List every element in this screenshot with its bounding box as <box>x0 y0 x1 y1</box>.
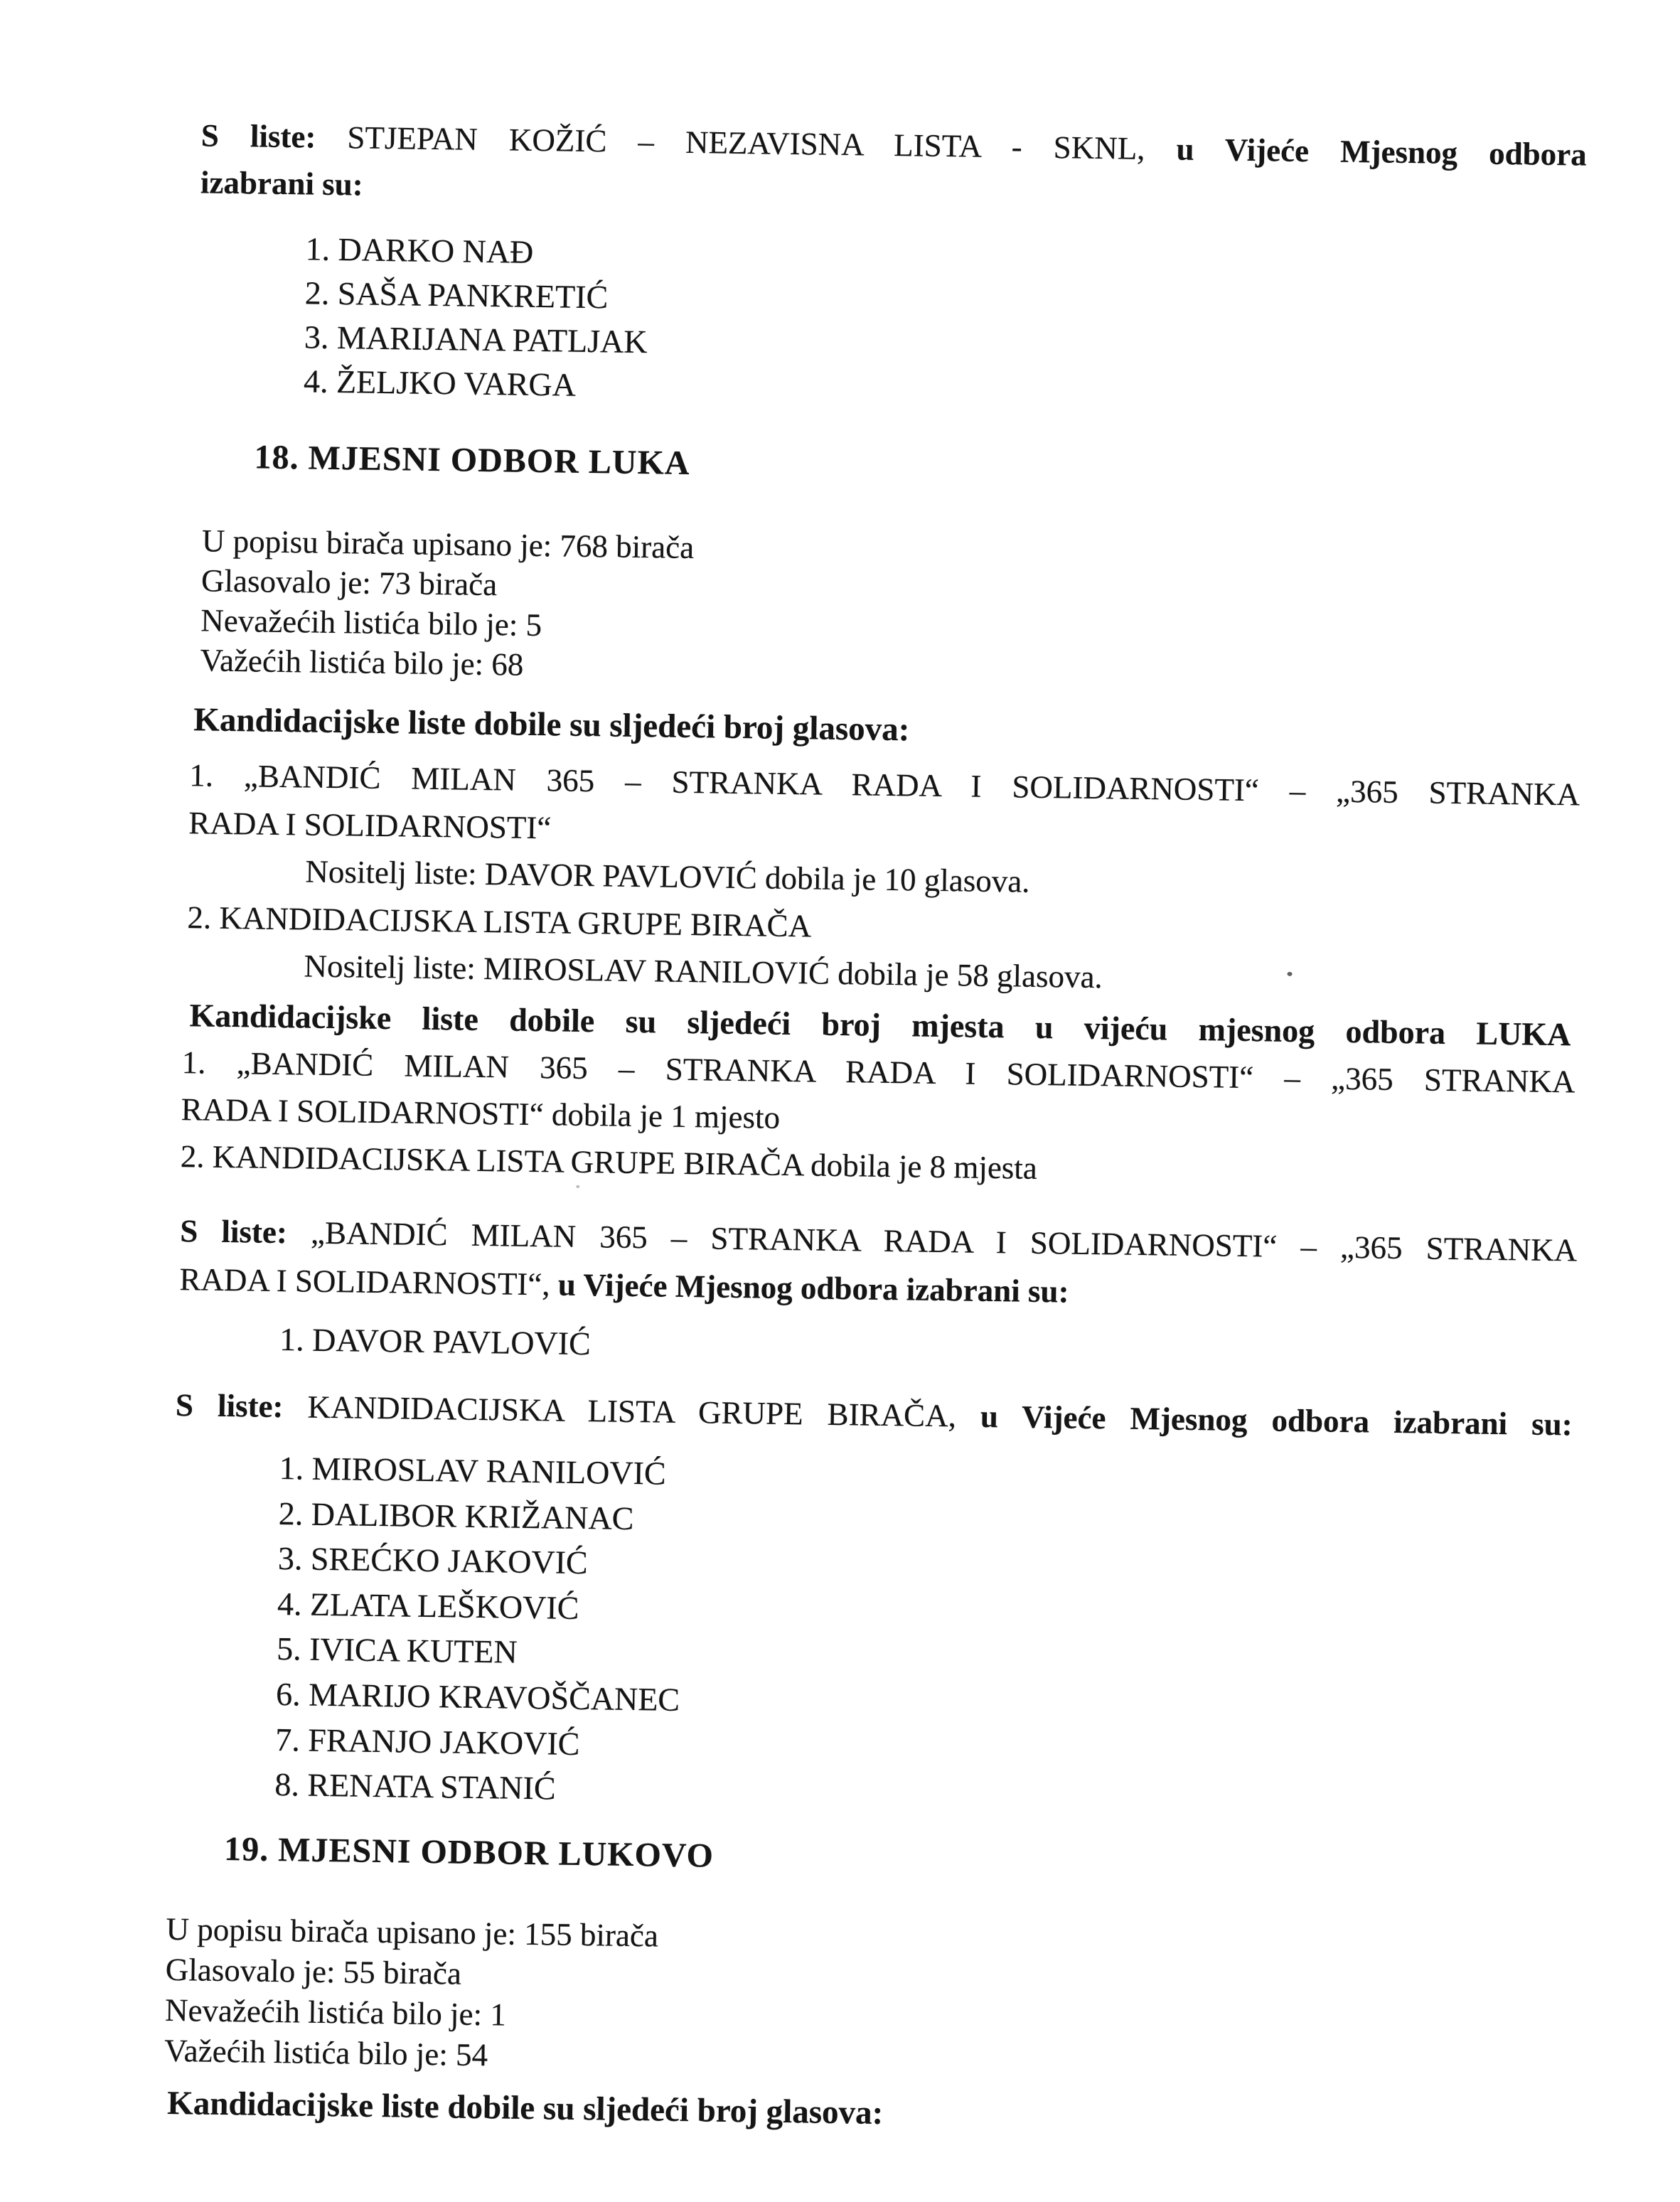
votes-nositelj-line: Nositelj liste: MIROSLAV RANILOVIĆ dobila je 58 glasova. <box>304 948 1103 995</box>
stat-line: Glasovalo je: 73 birača <box>200 562 498 603</box>
seats-line: 1. „BANDIĆ MILAN 365 – STRANKA RADA I SOLIDARNOSTI“ – „365 STRANKA <box>181 1044 1575 1100</box>
luka-votes-list <box>186 752 1580 1008</box>
elected-name: 1. DARKO NAĐ <box>305 230 534 270</box>
luka-elected-bandic-list <box>279 1316 591 1367</box>
grupa-tail-bold: u Vijeće Mjesnog odbora izabrani su: <box>980 1398 1573 1443</box>
votes-line: RADA I SOLIDARNOSTI“ <box>188 804 552 845</box>
luka-seats-heading: Kandidacijske liste dobile su sljedeći broj mjesta u vijeću mjesnog odbora LUKA <box>189 997 1571 1053</box>
stat-line: Glasovalo je: 55 birača <box>165 1951 462 1992</box>
intro-elected-list <box>304 227 649 408</box>
elected-name: 4. ŽELJKO VARGA <box>303 363 577 403</box>
luka-elected-grupa-list <box>274 1445 683 1813</box>
s-liste-label: S liste: <box>180 1213 288 1251</box>
luka-seats-list <box>180 1039 1575 1199</box>
lukovo-stats <box>164 1909 658 2078</box>
votes-nositelj-line: Nositelj liste: DAVOR PAVLOVIĆ dobila je 10 glasova. <box>305 853 1030 899</box>
elected-name: 7. FRANJO JAKOVIĆ <box>275 1721 580 1762</box>
bandic-list-name: „BANDIĆ MILAN 365 – STRANKA RADA I SOLIDARNOSTI“ – „365 STRANKA <box>310 1214 1578 1268</box>
elected-name: 8. RENATA STANIĆ <box>274 1766 556 1807</box>
lukovo-votes-heading: Kandidacijske liste dobile su sljedeći broj glasova: <box>166 2084 884 2132</box>
seats-line: RADA I SOLIDARNOSTI“ dobila je 1 mjesto <box>181 1091 781 1135</box>
section-heading-luka: 18. MJESNI ODBOR LUKA <box>254 438 690 482</box>
intro-list-name: STJEPAN KOŽIĆ – NEZAVISNA LISTA - SKNL, <box>347 119 1145 166</box>
elected-name: 5. IVICA KUTEN <box>276 1630 518 1671</box>
elected-name: 1. MIROSLAV RANILOVIĆ <box>279 1450 666 1492</box>
scan-noise-speck <box>576 1185 579 1188</box>
s-liste-label: S liste: <box>175 1387 284 1425</box>
grupa-list-name: KANDIDACIJSKA LISTA GRUPE BIRAČA, <box>307 1389 957 1434</box>
elected-name: 3. SREĆKO JAKOVIĆ <box>277 1540 589 1581</box>
intro-line-2: izabrani su: <box>200 164 364 203</box>
elected-name: 1. DAVOR PAVLOVIĆ <box>279 1321 592 1362</box>
elected-name: 4. ZLATA LEŠKOVIĆ <box>277 1585 579 1626</box>
intro-elected-paragraph <box>200 112 1587 225</box>
stat-line: Važećih listića bilo je: 54 <box>164 2032 488 2073</box>
stat-line: Nevažećih listića bilo je: 1 <box>164 1992 507 2033</box>
bandic-list-name-cont: RADA I SOLIDARNOSTI“, <box>179 1261 550 1303</box>
stat-line: U popisu birača upisano je: 768 birača <box>201 523 695 566</box>
luka-votes-heading: Kandidacijske liste dobile su sljedeći broj glasova: <box>193 701 910 749</box>
stat-line: U popisu birača upisano je: 155 birača <box>166 1910 659 1954</box>
elected-name: 2. DALIBOR KRIŽANAC <box>278 1495 634 1536</box>
scan-noise-speck <box>1288 972 1293 976</box>
elected-name: 3. MARIJANA PATLJAK <box>304 319 648 360</box>
stat-line: Nevažećih listića bilo je: 5 <box>200 602 542 643</box>
votes-line: 2. KANDIDACIJSKA LISTA GRUPE BIRAČA <box>187 899 812 944</box>
votes-line: 1. „BANDIĆ MILAN 365 – STRANKA RADA I SOLIDARNOSTI“ – „365 STRANKA <box>188 757 1580 813</box>
intro-tail-bold: u Vijeće Mjesnog odbora <box>1176 131 1588 173</box>
luka-elected-bandic-paragraph <box>179 1207 1578 1322</box>
elected-name: 2. SAŠA PANKRETIĆ <box>304 274 609 316</box>
section-heading-lukovo: 19. MJESNI ODBOR LUKOVO <box>223 1830 715 1875</box>
luka-elected-grupa-heading <box>175 1381 1573 1448</box>
seats-line: 2. KANDIDACIJSKA LISTA GRUPE BIRAČA dobila je 8 mjesta <box>180 1138 1038 1186</box>
bandic-tail-bold: u Vijeće Mjesnog odbora izabrani su: <box>557 1266 1069 1310</box>
elected-name: 6. MARIJO KRAVOŠČANEC <box>275 1675 680 1718</box>
luka-stats <box>200 520 694 687</box>
stat-line: Važećih listića bilo je: 68 <box>200 642 524 683</box>
s-liste-label: S liste: <box>200 117 316 155</box>
